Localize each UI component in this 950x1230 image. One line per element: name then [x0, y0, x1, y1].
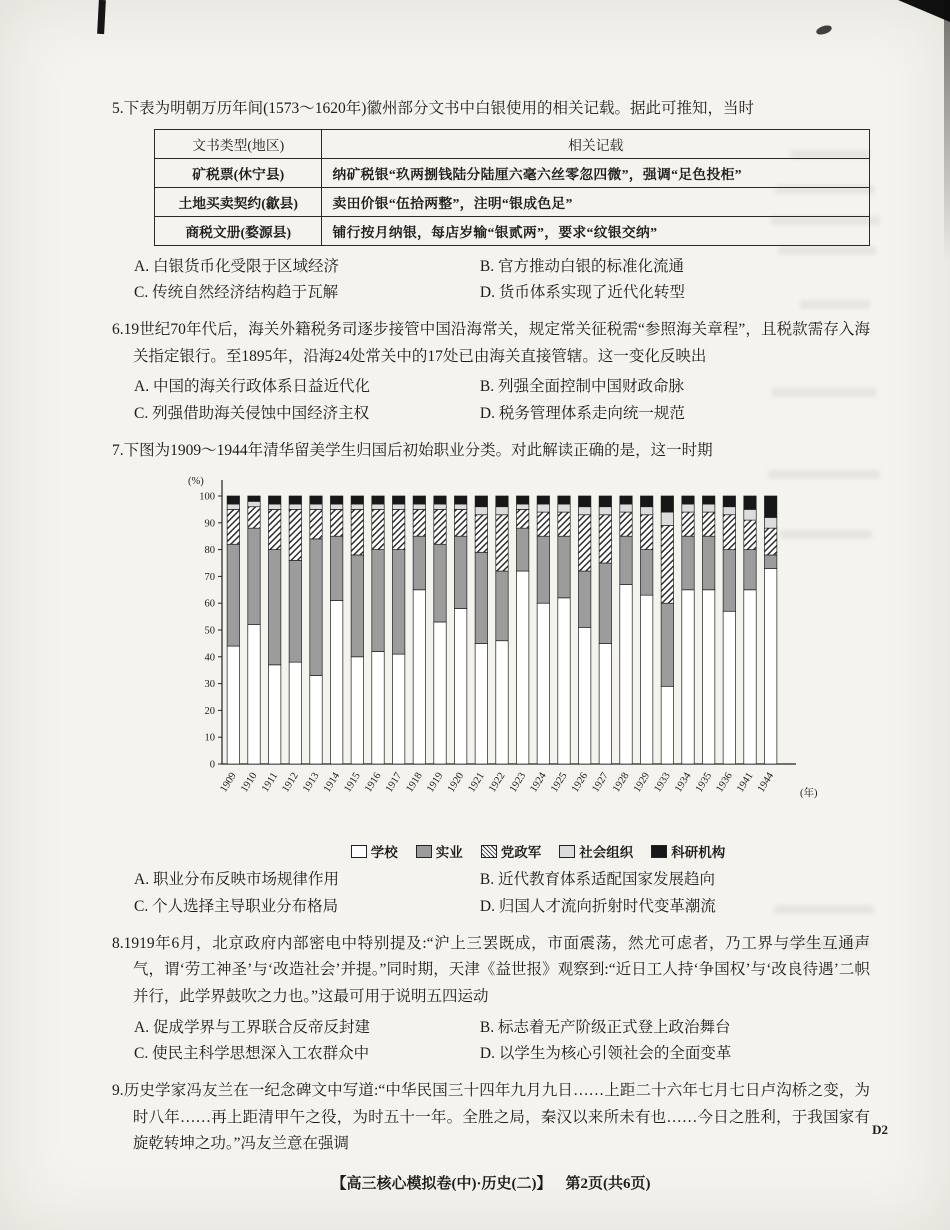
svg-text:1934: 1934	[673, 771, 694, 795]
question-7	[112, 438, 870, 921]
svg-text:1922: 1922	[487, 771, 508, 795]
svg-text:90: 90	[204, 518, 215, 530]
question-6	[112, 317, 870, 428]
svg-text:1929: 1929	[631, 771, 653, 795]
svg-text:30: 30	[204, 679, 215, 691]
svg-text:1919: 1919	[425, 771, 446, 795]
q5-row3-type: 商税文册(婺源县)	[155, 216, 322, 245]
svg-text:60: 60	[204, 598, 215, 610]
svg-text:50: 50	[204, 625, 215, 637]
q5-col-header-record: 相关记载	[322, 129, 870, 158]
q7-stem: 7.下图为1909～1944年清华留美学生归国后初始职业分类。对此解读正确的是，这一时期	[112, 441, 713, 459]
q6-stem: 6.19世纪70年代后，海关外籍税务司逐步接管中国沿海常关，规定常关征税需“参照海关章程”，且税款需存入海关指定银行。至1895年，沿海24处常关中的17处已由海关直接管辖。这一变化反映出	[112, 320, 870, 365]
q5-stem: 5.下表为明朝万历年间(1573～1620年)徽州部分文书中白银使用的相关记载。据此可推知，当时	[112, 100, 754, 117]
svg-text:1923: 1923	[507, 771, 529, 795]
svg-text:1915: 1915	[342, 771, 363, 795]
legend-label-party: 党政军	[500, 845, 542, 861]
svg-text:(年): (年)	[800, 788, 818, 800]
q5-row3-record: 铺行按月纳银，每店岁输“银贰两”，要求“纹银交纳”	[322, 216, 870, 245]
q7-option-b: B. 近代教育体系适配国家发展趋向	[479, 871, 715, 889]
q7-option-c: C. 个人选择主导职业分布格局	[134, 897, 339, 915]
svg-text:1941: 1941	[735, 771, 756, 795]
q5-row1-record: 纳矿税银“玖两捌钱陆分陆厘六毫六丝零忽四微”，强调“足色投柜”	[322, 158, 870, 187]
svg-text:1935: 1935	[693, 771, 715, 795]
q8-options	[112, 1015, 870, 1068]
svg-text:80: 80	[204, 545, 215, 557]
question-9	[112, 1078, 870, 1158]
legend-item-school	[351, 841, 398, 861]
svg-text:1918: 1918	[404, 771, 425, 795]
table-header-row	[155, 129, 870, 158]
svg-text:0: 0	[209, 759, 215, 771]
page-footer	[112, 1172, 870, 1193]
q6-options	[112, 374, 870, 427]
svg-text:1936: 1936	[714, 771, 735, 795]
q5-option-b: B. 官方推动白银的标准化流通	[479, 257, 684, 275]
svg-text:10: 10	[204, 732, 215, 744]
svg-text:20: 20	[204, 706, 215, 718]
q8-option-a: A. 促成学界与工界联合反帝反封建	[134, 1018, 370, 1036]
q5-row2-record: 卖田价银“伍拾两整”，注明“银成色足”	[322, 187, 870, 216]
legend-swatch-school	[351, 845, 367, 858]
legend-item-party	[481, 841, 542, 861]
legend-swatch-party	[481, 845, 497, 858]
chart-wrap	[166, 468, 870, 861]
svg-text:1927: 1927	[590, 771, 611, 795]
q5-options	[112, 254, 870, 307]
q5-row2-type: 土地买卖契约(歙县)	[155, 187, 322, 216]
table-row	[155, 187, 870, 216]
legend-label-social: 社会组织	[579, 845, 634, 861]
svg-text:1909: 1909	[218, 771, 239, 795]
svg-text:1913: 1913	[301, 771, 322, 795]
svg-text:1914: 1914	[321, 771, 343, 795]
table-row	[155, 158, 870, 187]
q8-stem: 8.1919年6月，北京政府内部密电中特别提及:“沪上三罢既成，市面震荡，然尤可虑者，乃工界与学生互通声气，谓‘劳工神圣’与‘改造社会’并提。”同时期，天津《益世报》观察到:“近日工人持‘争国权’与‘改良待遇’二帜并行，此学界鼓吹之力也。”这最可用于说明五四运动	[112, 934, 870, 1005]
question-8	[112, 931, 870, 1068]
svg-text:1925: 1925	[549, 771, 570, 795]
svg-text:(%): (%)	[188, 476, 204, 488]
svg-text:100: 100	[199, 491, 215, 503]
legend-swatch-social	[559, 845, 575, 858]
q7-option-a: A. 职业分布反映市场规律作用	[134, 871, 339, 889]
legend-label-research: 科研机构	[671, 845, 726, 861]
q8-option-d: D. 以学生为核心引领社会的全面变革	[479, 1045, 732, 1063]
svg-text:1912: 1912	[280, 771, 301, 795]
q6-option-d: D. 税务管理体系走向统一规范	[479, 404, 685, 422]
legend-label-industry: 实业	[435, 845, 463, 861]
q5-option-a: A. 白银货币化受限于区域经济	[134, 257, 339, 275]
q5-option-c: C. 传统自然经济结构趋于瓦解	[134, 284, 339, 302]
footer-exam-title: 【高三核心模拟卷(中)·历史(二)】	[331, 1175, 552, 1192]
q5-option-d: D. 货币体系实现了近代化转型	[479, 284, 685, 302]
svg-text:1916: 1916	[363, 771, 384, 795]
svg-text:1911: 1911	[259, 771, 281, 795]
svg-text:1910: 1910	[239, 771, 260, 795]
legend-swatch-industry	[416, 845, 432, 858]
q6-option-a: A. 中国的海关行政体系日益近代化	[134, 378, 370, 396]
q8-option-b: B. 标志着无产阶级正式登上政治舞台	[479, 1018, 731, 1036]
q6-option-b: B. 列强全面控制中国财政命脉	[479, 378, 684, 396]
footer-page-number: 第2页(共6页)	[565, 1175, 651, 1192]
q7-options	[112, 867, 870, 920]
question-5	[112, 96, 870, 307]
q5-source-table	[154, 129, 870, 246]
q6-option-c: C. 列强借助海关侵蚀中国经济主权	[134, 404, 370, 422]
svg-text:1920: 1920	[445, 771, 467, 795]
legend-item-research	[651, 841, 725, 861]
svg-text:1928: 1928	[611, 771, 632, 795]
svg-text:1917: 1917	[383, 771, 405, 795]
svg-text:1926: 1926	[569, 771, 591, 795]
q5-row1-type: 矿税票(休宁县)	[155, 158, 322, 187]
occupation-stacked-bar-chart	[166, 468, 870, 845]
svg-text:70: 70	[204, 572, 215, 584]
legend-label-school: 学校	[370, 845, 398, 861]
svg-text:1933: 1933	[652, 771, 673, 795]
q8-option-c: C. 使民主科学思想深入工农群众中	[134, 1045, 370, 1063]
q7-option-d: D. 归国人才流向折射时代变革潮流	[479, 897, 716, 915]
svg-text:1924: 1924	[528, 771, 549, 795]
legend-item-industry	[416, 841, 463, 861]
svg-text:40: 40	[204, 652, 215, 664]
footer-code: D2	[872, 1122, 888, 1137]
q5-col-header-type: 文书类型(地区)	[155, 129, 322, 158]
legend-swatch-research	[651, 845, 667, 858]
legend-item-social	[559, 841, 633, 861]
table-row	[155, 216, 870, 245]
svg-text:1944: 1944	[755, 771, 777, 795]
q9-stem: 9.历史学家冯友兰在一纪念碑文中写道:“中华民国三十四年九月九日……上距二十六年七月七日卢沟桥之变，为时八年……再上距清甲午之役，为时五十一年。全胜之局，秦汉以来所未有也……今日之胜利，于我国家有旋乾转坤之功。”冯友兰意在强调	[112, 1081, 870, 1153]
svg-text:1921: 1921	[466, 771, 487, 795]
